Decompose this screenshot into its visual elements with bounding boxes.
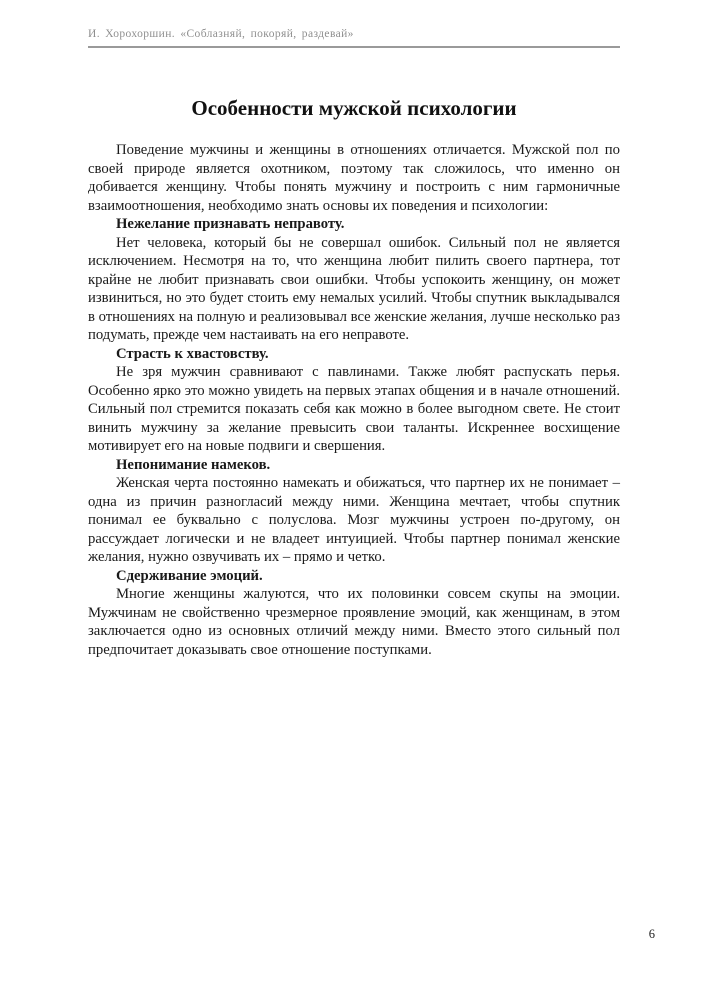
section-paragraph-3: Женская черта постоянно намекать и обижаться, что партнер их не понимает – одна из причин разногласий между ними. Женщина мечтает, чтобы спутник понимал ее буквально с полуслова. Мозг мужчины устроен по-другому, он рассуждает логически и не владеет интуицией. Чтобы партнер понимал женские желания, нужно озвучивать их – прямо и четко. xyxy=(88,475,620,565)
page-content xyxy=(88,96,620,659)
running-header-author-title: И. Хорохоршин. «Соблазняй, покоряй, раздевай» xyxy=(88,28,354,40)
section-heading-1: Нежелание признавать неправоту. xyxy=(116,216,345,232)
section-heading-2: Страсть к хвастовству. xyxy=(116,345,269,362)
page-number: 6 xyxy=(648,927,655,941)
section-paragraph-2: Не зря мужчин сравнивают с павлинами. Также любят распускать перья. Особенно ярко это можно увидеть на первых этапах общения и в начале отношений. Сильный пол стремится показать себя как можно в более выгодном свете. Не стоит винить мужчину за желание превысить свои таланты. Искреннее восхищение мотивирует его на новые подвиги и свершения. xyxy=(88,364,620,454)
section-heading-3: Непонимание намеков. xyxy=(116,456,271,473)
running-header xyxy=(88,28,620,48)
section-paragraph-4: Многие женщины жалуются, что их половинки совсем скупы на эмоции. Мужчинам не свойственно чрезмерное проявление эмоций, как женщинам, в этом заключается одно из основных отличий между ними. Вместо этого сильный пол предпочитает доказывать свое отношение поступками. xyxy=(88,586,620,658)
intro-paragraph: Поведение мужчины и женщины в отношениях отличается. Мужской пол по своей природе является охотником, поэтому так сложилось, что именно он добивается женщину. Чтобы понять мужчину и построить с ним гармоничные взаимоотношения, необходимо знать основы их поведения и психологии: xyxy=(88,142,620,214)
section-paragraph-1: Нет человека, который бы не совершал ошибок. Сильный пол не является исключением. Несмотря на то, что женщина любит пилить своего партнера, тот крайне не любит признавать свои ошибки. Чтобы успокоить женщину, он может извиниться, но это будет стоить ему немалых усилий. Чтобы спутник выкладывался в отношениях на полную и реализовывал все женские желания, лучше несколько раз подумать, прежде чем настаивать на его неправоте. xyxy=(88,234,620,343)
chapter-title: Особенности мужской психологии xyxy=(191,96,517,120)
section-heading-4: Сдерживание эмоций. xyxy=(116,567,263,584)
